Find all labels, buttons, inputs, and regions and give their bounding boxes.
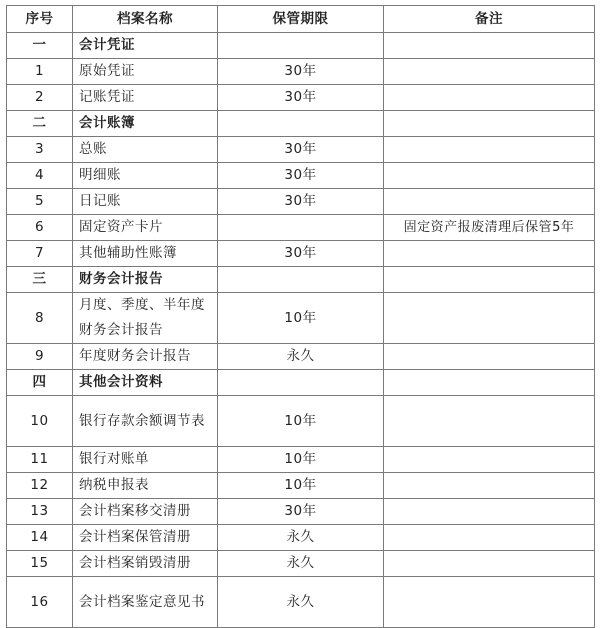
cell-no: 8 <box>7 293 73 344</box>
table-header-row <box>7 6 595 33</box>
cell-period: 30年 <box>218 59 384 85</box>
cell-name: 财务会计报告 <box>73 267 218 293</box>
cell-note <box>384 525 595 551</box>
cell-no: 三 <box>7 267 73 293</box>
cell-no: 10 <box>7 396 73 447</box>
cell-period <box>218 370 384 396</box>
cell-note <box>384 33 595 59</box>
cell-name: 固定资产卡片 <box>73 215 218 241</box>
cell-name: 年度财务会计报告 <box>73 344 218 370</box>
cell-note <box>384 293 595 344</box>
cell-no: 9 <box>7 344 73 370</box>
cell-no: 12 <box>7 473 73 499</box>
cell-name: 会计档案销毁清册 <box>73 551 218 577</box>
cell-note <box>384 163 595 189</box>
table-row <box>7 215 595 241</box>
cell-period: 永久 <box>218 525 384 551</box>
header-note: 备注 <box>384 6 595 33</box>
header-name: 档案名称 <box>73 6 218 33</box>
table-group-row <box>7 370 595 396</box>
cell-name: 会计档案保管清册 <box>73 525 218 551</box>
table-row <box>7 163 595 189</box>
table-row <box>7 344 595 370</box>
table-row <box>7 85 595 111</box>
cell-period: 30年 <box>218 241 384 267</box>
cell-name: 其他会计资料 <box>73 370 218 396</box>
cell-name: 其他辅助性账簿 <box>73 241 218 267</box>
table-group-row <box>7 267 595 293</box>
header-no: 序号 <box>7 6 73 33</box>
cell-note <box>384 137 595 163</box>
cell-note <box>384 447 595 473</box>
cell-note <box>384 59 595 85</box>
table-row <box>7 241 595 267</box>
cell-note <box>384 370 595 396</box>
table-row <box>7 293 595 344</box>
cell-name: 银行存款余额调节表 <box>73 396 218 447</box>
table-row <box>7 447 595 473</box>
archive-retention-table <box>6 5 595 628</box>
cell-note <box>384 473 595 499</box>
cell-period: 30年 <box>218 189 384 215</box>
cell-note <box>384 396 595 447</box>
cell-name: 原始凭证 <box>73 59 218 85</box>
cell-period: 30年 <box>218 163 384 189</box>
cell-period <box>218 215 384 241</box>
cell-period: 10年 <box>218 396 384 447</box>
cell-period: 10年 <box>218 447 384 473</box>
cell-no: 7 <box>7 241 73 267</box>
table-row <box>7 396 595 447</box>
cell-no: 一 <box>7 33 73 59</box>
cell-period: 10年 <box>218 473 384 499</box>
cell-note <box>384 241 595 267</box>
cell-note <box>384 111 595 137</box>
table-row <box>7 189 595 215</box>
table-row <box>7 577 595 628</box>
cell-name: 会计档案鉴定意见书 <box>73 577 218 628</box>
cell-name: 会计账簿 <box>73 111 218 137</box>
cell-no: 15 <box>7 551 73 577</box>
cell-no: 四 <box>7 370 73 396</box>
cell-name: 银行对账单 <box>73 447 218 473</box>
cell-period: 30年 <box>218 137 384 163</box>
cell-name: 月度、季度、半年度财务会计报告 <box>73 293 218 344</box>
table-row <box>7 551 595 577</box>
table-row <box>7 137 595 163</box>
cell-name: 会计档案移交清册 <box>73 499 218 525</box>
cell-no: 14 <box>7 525 73 551</box>
cell-period <box>218 33 384 59</box>
cell-name: 总账 <box>73 137 218 163</box>
cell-period: 10年 <box>218 293 384 344</box>
cell-name: 明细账 <box>73 163 218 189</box>
cell-name: 日记账 <box>73 189 218 215</box>
cell-period <box>218 111 384 137</box>
cell-no: 16 <box>7 577 73 628</box>
cell-note <box>384 344 595 370</box>
cell-no: 3 <box>7 137 73 163</box>
cell-period: 30年 <box>218 85 384 111</box>
cell-period: 永久 <box>218 551 384 577</box>
cell-period <box>218 267 384 293</box>
table-row <box>7 59 595 85</box>
cell-no: 13 <box>7 499 73 525</box>
table-body <box>7 33 595 628</box>
cell-note <box>384 499 595 525</box>
cell-name: 纳税申报表 <box>73 473 218 499</box>
cell-note: 固定资产报废清理后保管5年 <box>384 215 595 241</box>
cell-name: 会计凭证 <box>73 33 218 59</box>
cell-note <box>384 551 595 577</box>
table-group-row <box>7 33 595 59</box>
cell-no: 1 <box>7 59 73 85</box>
cell-period: 永久 <box>218 344 384 370</box>
table-row <box>7 499 595 525</box>
cell-note <box>384 189 595 215</box>
cell-period: 30年 <box>218 499 384 525</box>
table-group-row <box>7 111 595 137</box>
header-period: 保管期限 <box>218 6 384 33</box>
cell-period: 永久 <box>218 577 384 628</box>
cell-no: 二 <box>7 111 73 137</box>
cell-name: 记账凭证 <box>73 85 218 111</box>
cell-no: 4 <box>7 163 73 189</box>
cell-note <box>384 85 595 111</box>
cell-no: 5 <box>7 189 73 215</box>
cell-no: 2 <box>7 85 73 111</box>
cell-no: 6 <box>7 215 73 241</box>
table-row <box>7 525 595 551</box>
cell-note <box>384 267 595 293</box>
cell-no: 11 <box>7 447 73 473</box>
cell-note <box>384 577 595 628</box>
table-row <box>7 473 595 499</box>
